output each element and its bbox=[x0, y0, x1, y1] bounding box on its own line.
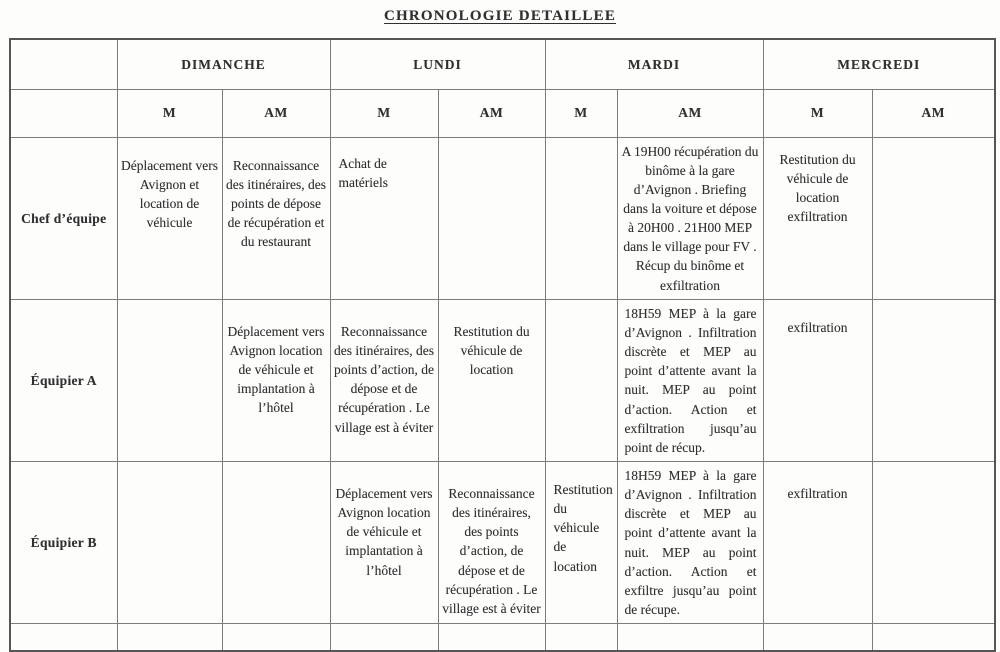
cell-chef-mercredi-am bbox=[872, 137, 995, 299]
period-header-row bbox=[10, 89, 995, 137]
day-header-lundi: LUNDI bbox=[330, 39, 545, 89]
cell-eqa-mercredi-am bbox=[872, 299, 995, 461]
spacer-row bbox=[10, 624, 995, 651]
empty-cell bbox=[330, 624, 438, 651]
cell-eqb-lundi-m: Déplacement vers Avignon location de véhicule et implantation à l’hôtel bbox=[330, 462, 438, 624]
cell-chef-lundi-m: Achat de matériels bbox=[330, 137, 438, 299]
cell-chef-mardi-am: A 19H00 récupération du binôme à la gare d’Avignon . Briefing dans la voiture et dépose à 20H00 . 21H00 MEP dans le village pour FV . Récup du binôme et exfiltration bbox=[617, 137, 763, 299]
corner-cell bbox=[10, 39, 117, 89]
cell-eqb-dimanche-am bbox=[222, 462, 330, 624]
cell-chef-mardi-m bbox=[545, 137, 617, 299]
cell-eqb-dimanche-m bbox=[117, 462, 222, 624]
period-header-lundi-am: AM bbox=[438, 89, 545, 137]
period-header-dimanche-m: M bbox=[117, 89, 222, 137]
row-label-equipier-a: Équipier A bbox=[10, 299, 117, 461]
empty-cell bbox=[617, 624, 763, 651]
cell-eqb-mardi-m: Restitution du véhicule de location bbox=[545, 462, 617, 624]
cell-eqa-dimanche-am: Déplacement vers Avignon location de véhicule et implantation à l’hôtel bbox=[222, 299, 330, 461]
cell-eqa-lundi-m: Reconnaissance des itinéraires, des points d’action, de dépose et de récupération . Le village est à éviter bbox=[330, 299, 438, 461]
cell-eqb-mercredi-m: exfiltration bbox=[763, 462, 872, 624]
corner-cell-2 bbox=[10, 89, 117, 137]
cell-eqb-mardi-am: 18H59 MEP à la gare d’Avignon . Infiltration discrète et MEP au point d’attente avant la nuit. MEP au point d’action. Action et exfiltre jusqu’au point de récupe. bbox=[617, 462, 763, 624]
cell-eqa-mardi-m bbox=[545, 299, 617, 461]
cell-eqb-lundi-am: Reconnaissance des itinéraires, des points d’action, de dépose et de récupération . Le village est à éviter bbox=[438, 462, 545, 624]
row-equipier-a bbox=[10, 299, 995, 461]
cell-chef-mercredi-m: Restitution du véhicule de location exfiltration bbox=[763, 137, 872, 299]
period-header-lundi-m: M bbox=[330, 89, 438, 137]
cell-chef-dimanche-am: Reconnaissance des itinéraires, des points de dépose de récupération et du restaurant bbox=[222, 137, 330, 299]
empty-cell bbox=[10, 624, 117, 651]
row-equipier-b bbox=[10, 462, 995, 624]
cell-chef-lundi-am bbox=[438, 137, 545, 299]
chronology-table bbox=[9, 38, 996, 652]
period-header-mercredi-m: M bbox=[763, 89, 872, 137]
day-header-dimanche: DIMANCHE bbox=[117, 39, 330, 89]
empty-cell bbox=[872, 624, 995, 651]
cell-eqb-mercredi-am bbox=[872, 462, 995, 624]
title-bar bbox=[0, 0, 1000, 25]
period-header-mardi-am: AM bbox=[617, 89, 763, 137]
empty-cell bbox=[117, 624, 222, 651]
cell-chef-dimanche-m: Déplacement vers Avignon et location de véhicule bbox=[117, 137, 222, 299]
page-title: CHRONOLOGIE DETAILLEE bbox=[383, 8, 617, 24]
row-label-equipier-b: Équipier B bbox=[10, 462, 117, 624]
cell-eqa-mercredi-m: exfiltration bbox=[763, 299, 872, 461]
cell-eqa-mardi-am: 18H59 MEP à la gare d’Avignon . Infiltration discrète et MEP au point d’attente avant la nuit. MEP au point d’action. Action et exfiltration jusqu’au point de récup. bbox=[617, 299, 763, 461]
day-header-mercredi: MERCREDI bbox=[763, 39, 995, 89]
empty-cell bbox=[222, 624, 330, 651]
row-label-chef-equipe: Chef d’équipe bbox=[10, 137, 117, 299]
day-header-row bbox=[10, 39, 995, 89]
empty-cell bbox=[438, 624, 545, 651]
day-header-mardi: MARDI bbox=[545, 39, 763, 89]
row-chef-equipe bbox=[10, 137, 995, 299]
period-header-dimanche-am: AM bbox=[222, 89, 330, 137]
period-header-mercredi-am: AM bbox=[872, 89, 995, 137]
cell-eqa-dimanche-m bbox=[117, 299, 222, 461]
period-header-mardi-m: M bbox=[545, 89, 617, 137]
empty-cell bbox=[545, 624, 617, 651]
empty-cell bbox=[763, 624, 872, 651]
cell-eqa-lundi-am: Restitution du véhicule de location bbox=[438, 299, 545, 461]
